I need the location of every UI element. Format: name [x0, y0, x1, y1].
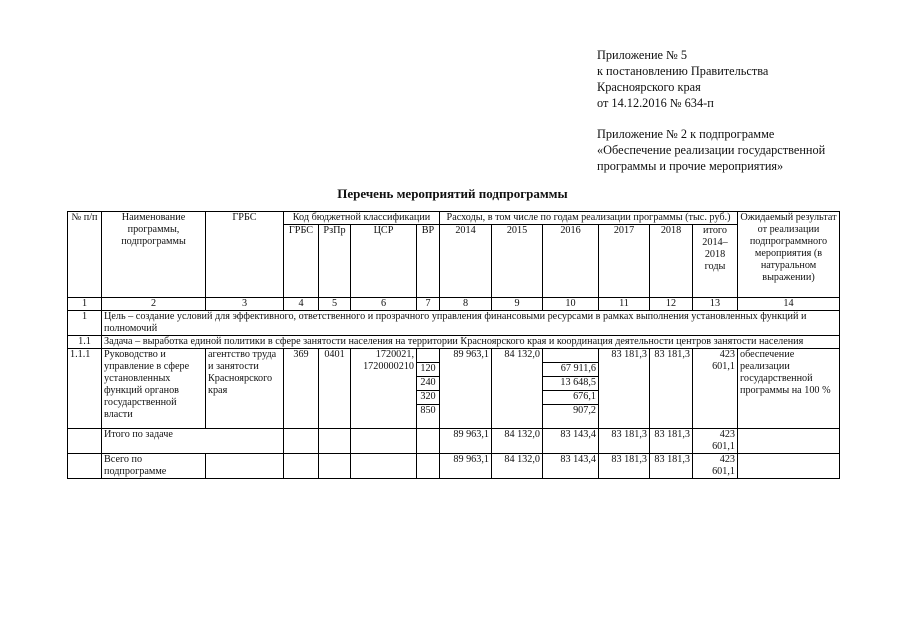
- header-result: Ожидаемый результат от реализации подпрограммного мероприятия (в натуральном выражении): [738, 212, 840, 298]
- item-2016: 676,1: [543, 391, 599, 405]
- item-2016: 67 911,6: [543, 363, 599, 377]
- task-total-2014: 89 963,1: [440, 429, 492, 454]
- subprogram-total-2018: 83 181,3: [650, 454, 693, 479]
- item-name: Руководство и управление в сфере установленных функций органов государственной власти: [102, 349, 206, 429]
- header-num: № п/п: [68, 212, 102, 298]
- item-csr: 1720021, 1720000210: [351, 349, 417, 429]
- column-number: 14: [738, 298, 840, 311]
- document-header: [597, 47, 825, 174]
- column-number: 9: [492, 298, 543, 311]
- header-line: от 14.12.2016 № 634-п: [597, 96, 714, 110]
- subprogram-total-2016: 83 143,4: [543, 454, 599, 479]
- item-result: обеспечение реализации государственной программы на 100 %: [738, 349, 840, 429]
- subheader-rzpr: РзПр: [319, 225, 351, 298]
- subprogram-total-2015: 84 132,0: [492, 454, 543, 479]
- column-number: 7: [417, 298, 440, 311]
- column-number: 2: [102, 298, 206, 311]
- subprogram-total-2017: 83 181,3: [599, 454, 650, 479]
- column-number: 12: [650, 298, 693, 311]
- header-line: программы и прочие мероприятия»: [597, 159, 784, 173]
- subheader-grbs: ГРБС: [284, 225, 319, 298]
- item-2014: 89 963,1: [440, 349, 492, 429]
- task-total-2015: 84 132,0: [492, 429, 543, 454]
- header-grbs: ГРБС: [206, 212, 284, 298]
- task-total-label: Итого по задаче: [102, 429, 284, 454]
- item-vr: 120: [417, 363, 440, 377]
- subheader-2014: 2014: [440, 225, 492, 298]
- task-total-2018: 83 181,3: [650, 429, 693, 454]
- item-2015: 84 132,0: [492, 349, 543, 429]
- subheader-2015: 2015: [492, 225, 543, 298]
- subheader-2016: 2016: [543, 225, 599, 298]
- header-line: к постановлению Правительства: [597, 64, 769, 78]
- column-number: 10: [543, 298, 599, 311]
- subheader-2017: 2017: [599, 225, 650, 298]
- column-number: 1: [68, 298, 102, 311]
- measures-table: [67, 211, 840, 479]
- task-total-2017: 83 181,3: [599, 429, 650, 454]
- item-vr: 320: [417, 391, 440, 405]
- task-text: Задача – выработка единой политики в сфере занятости населения на территории Красноярского края и координация деятельности центров занятости населения: [102, 336, 840, 349]
- column-number: 6: [351, 298, 417, 311]
- item-num: 1.1.1: [68, 349, 102, 429]
- subheader-vr: ВР: [417, 225, 440, 298]
- header-expenses: Расходы, в том числе по годам реализации программы (тыс. руб.): [440, 212, 738, 225]
- subprogram-total-2014: 89 963,1: [440, 454, 492, 479]
- header-line: Красноярского края: [597, 80, 701, 94]
- subheader-total: итого 2014–2018 годы: [693, 225, 738, 298]
- task-num: 1.1: [68, 336, 102, 349]
- task-total-sum: 423 601,1: [693, 429, 738, 454]
- column-number: 4: [284, 298, 319, 311]
- item-grbs-name: агентство труда и занятости Красноярского края: [206, 349, 284, 429]
- goal-text: Цель – создание условий для эффективного, ответственного и прозрачного управления финансовыми ресурсами в рамках выполнения установленных функций и полномочий: [102, 311, 840, 336]
- header-line: «Обеспечение реализации государственной: [597, 143, 826, 157]
- item-2017: 83 181,3: [599, 349, 650, 429]
- item-total: 423 601,1: [693, 349, 738, 429]
- column-number: 5: [319, 298, 351, 311]
- column-number: 11: [599, 298, 650, 311]
- item-2018: 83 181,3: [650, 349, 693, 429]
- goal-num: 1: [68, 311, 102, 336]
- subprogram-total-label: Всего по подпрограмме: [102, 454, 206, 479]
- header-budget-code: Код бюджетной классификации: [284, 212, 440, 225]
- item-2016: 13 648,5: [543, 377, 599, 391]
- column-number: 8: [440, 298, 492, 311]
- item-grbs-code: 369: [284, 349, 319, 429]
- item-vr: 240: [417, 377, 440, 391]
- column-number: 13: [693, 298, 738, 311]
- header-line: Приложение № 2 к подпрограмме: [597, 127, 775, 141]
- subprogram-total-sum: 423 601,1: [693, 454, 738, 479]
- document-title: Перечень мероприятий подпрограммы: [337, 186, 568, 201]
- subheader-2018: 2018: [650, 225, 693, 298]
- task-total-2016: 83 143,4: [543, 429, 599, 454]
- item-rzpr: 0401: [319, 349, 351, 429]
- item-2016: 907,2: [543, 405, 599, 429]
- header-line: Приложение № 5: [597, 48, 688, 62]
- header-name: Наименование программы, подпрограммы: [102, 212, 206, 298]
- item-vr: 850: [417, 405, 440, 429]
- subheader-csr: ЦСР: [351, 225, 417, 298]
- item-vr: [417, 349, 440, 363]
- column-number: 3: [206, 298, 284, 311]
- item-2016: [543, 349, 599, 363]
